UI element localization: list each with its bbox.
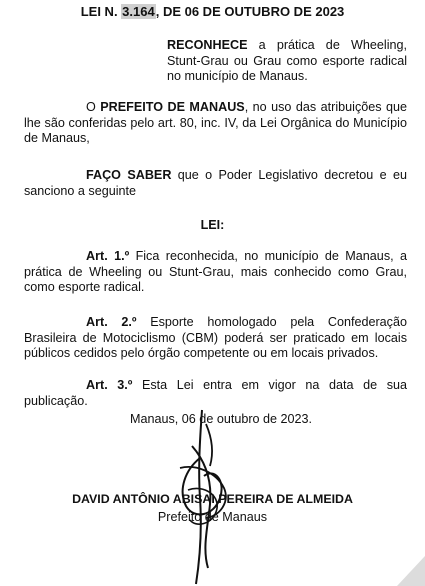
article-text: Esta Lei entra em vigor na data de sua publicação.	[24, 378, 408, 408]
lei-heading: LEI:	[200, 218, 225, 232]
enactment-paragraph	[24, 168, 407, 199]
article-text: Esporte homologado pela Confederação Brasileira de Motociclismo (CBM) poderá ser praticado em locais públicos cedidos pelo órgão competente ou em locais privados.	[24, 315, 407, 360]
enactment-lead: FAÇO SABER	[86, 168, 172, 182]
ementa	[167, 38, 407, 85]
law-title	[0, 4, 425, 20]
handwritten-signature	[150, 398, 280, 586]
article-label: Art. 2.º	[86, 315, 137, 329]
preamble-text: , no uso das atribuições que lhe são conferidas pelo art. 80, inc. IV, da Lei Orgânica do Município de Manaus,	[24, 100, 408, 145]
signatory-role: Prefeito de Manaus	[157, 510, 268, 524]
article-label: Art. 3.º	[86, 378, 133, 392]
law-title-suffix: , DE 06 DE OUTUBRO DE 2023	[155, 4, 345, 19]
article-1	[24, 249, 407, 296]
law-title-prefix: LEI N.	[80, 4, 122, 19]
ementa-text: a prática de Wheeling, Stunt-Grau ou Grau como esporte radical no município de Manaus.	[167, 38, 407, 83]
page-corner-shape	[385, 552, 425, 586]
preamble-prefix: O	[86, 100, 101, 114]
enactment-text: que o Poder Legislativo decretou e eu sanciono a seguinte	[24, 168, 407, 198]
article-2	[24, 315, 407, 362]
ementa-lead: RECONHECE	[167, 38, 248, 52]
place-and-date: Manaus, 06 de outubro de 2023.	[130, 412, 313, 426]
preamble-paragraph	[24, 100, 407, 147]
law-number: 3.164	[122, 4, 155, 19]
article-label: Art. 1.º	[86, 249, 130, 263]
preamble-authority: PREFEITO DE MANAUS	[100, 100, 245, 114]
signatory-name: DAVID ANTÔNIO ABISAI PEREIRA DE ALMEIDA	[72, 492, 353, 506]
article-text: Fica reconhecida, no município de Manaus, a prática de Wheeling ou Stunt-Grau, mais conhecido como Grau, como esporte radical.	[24, 249, 407, 294]
